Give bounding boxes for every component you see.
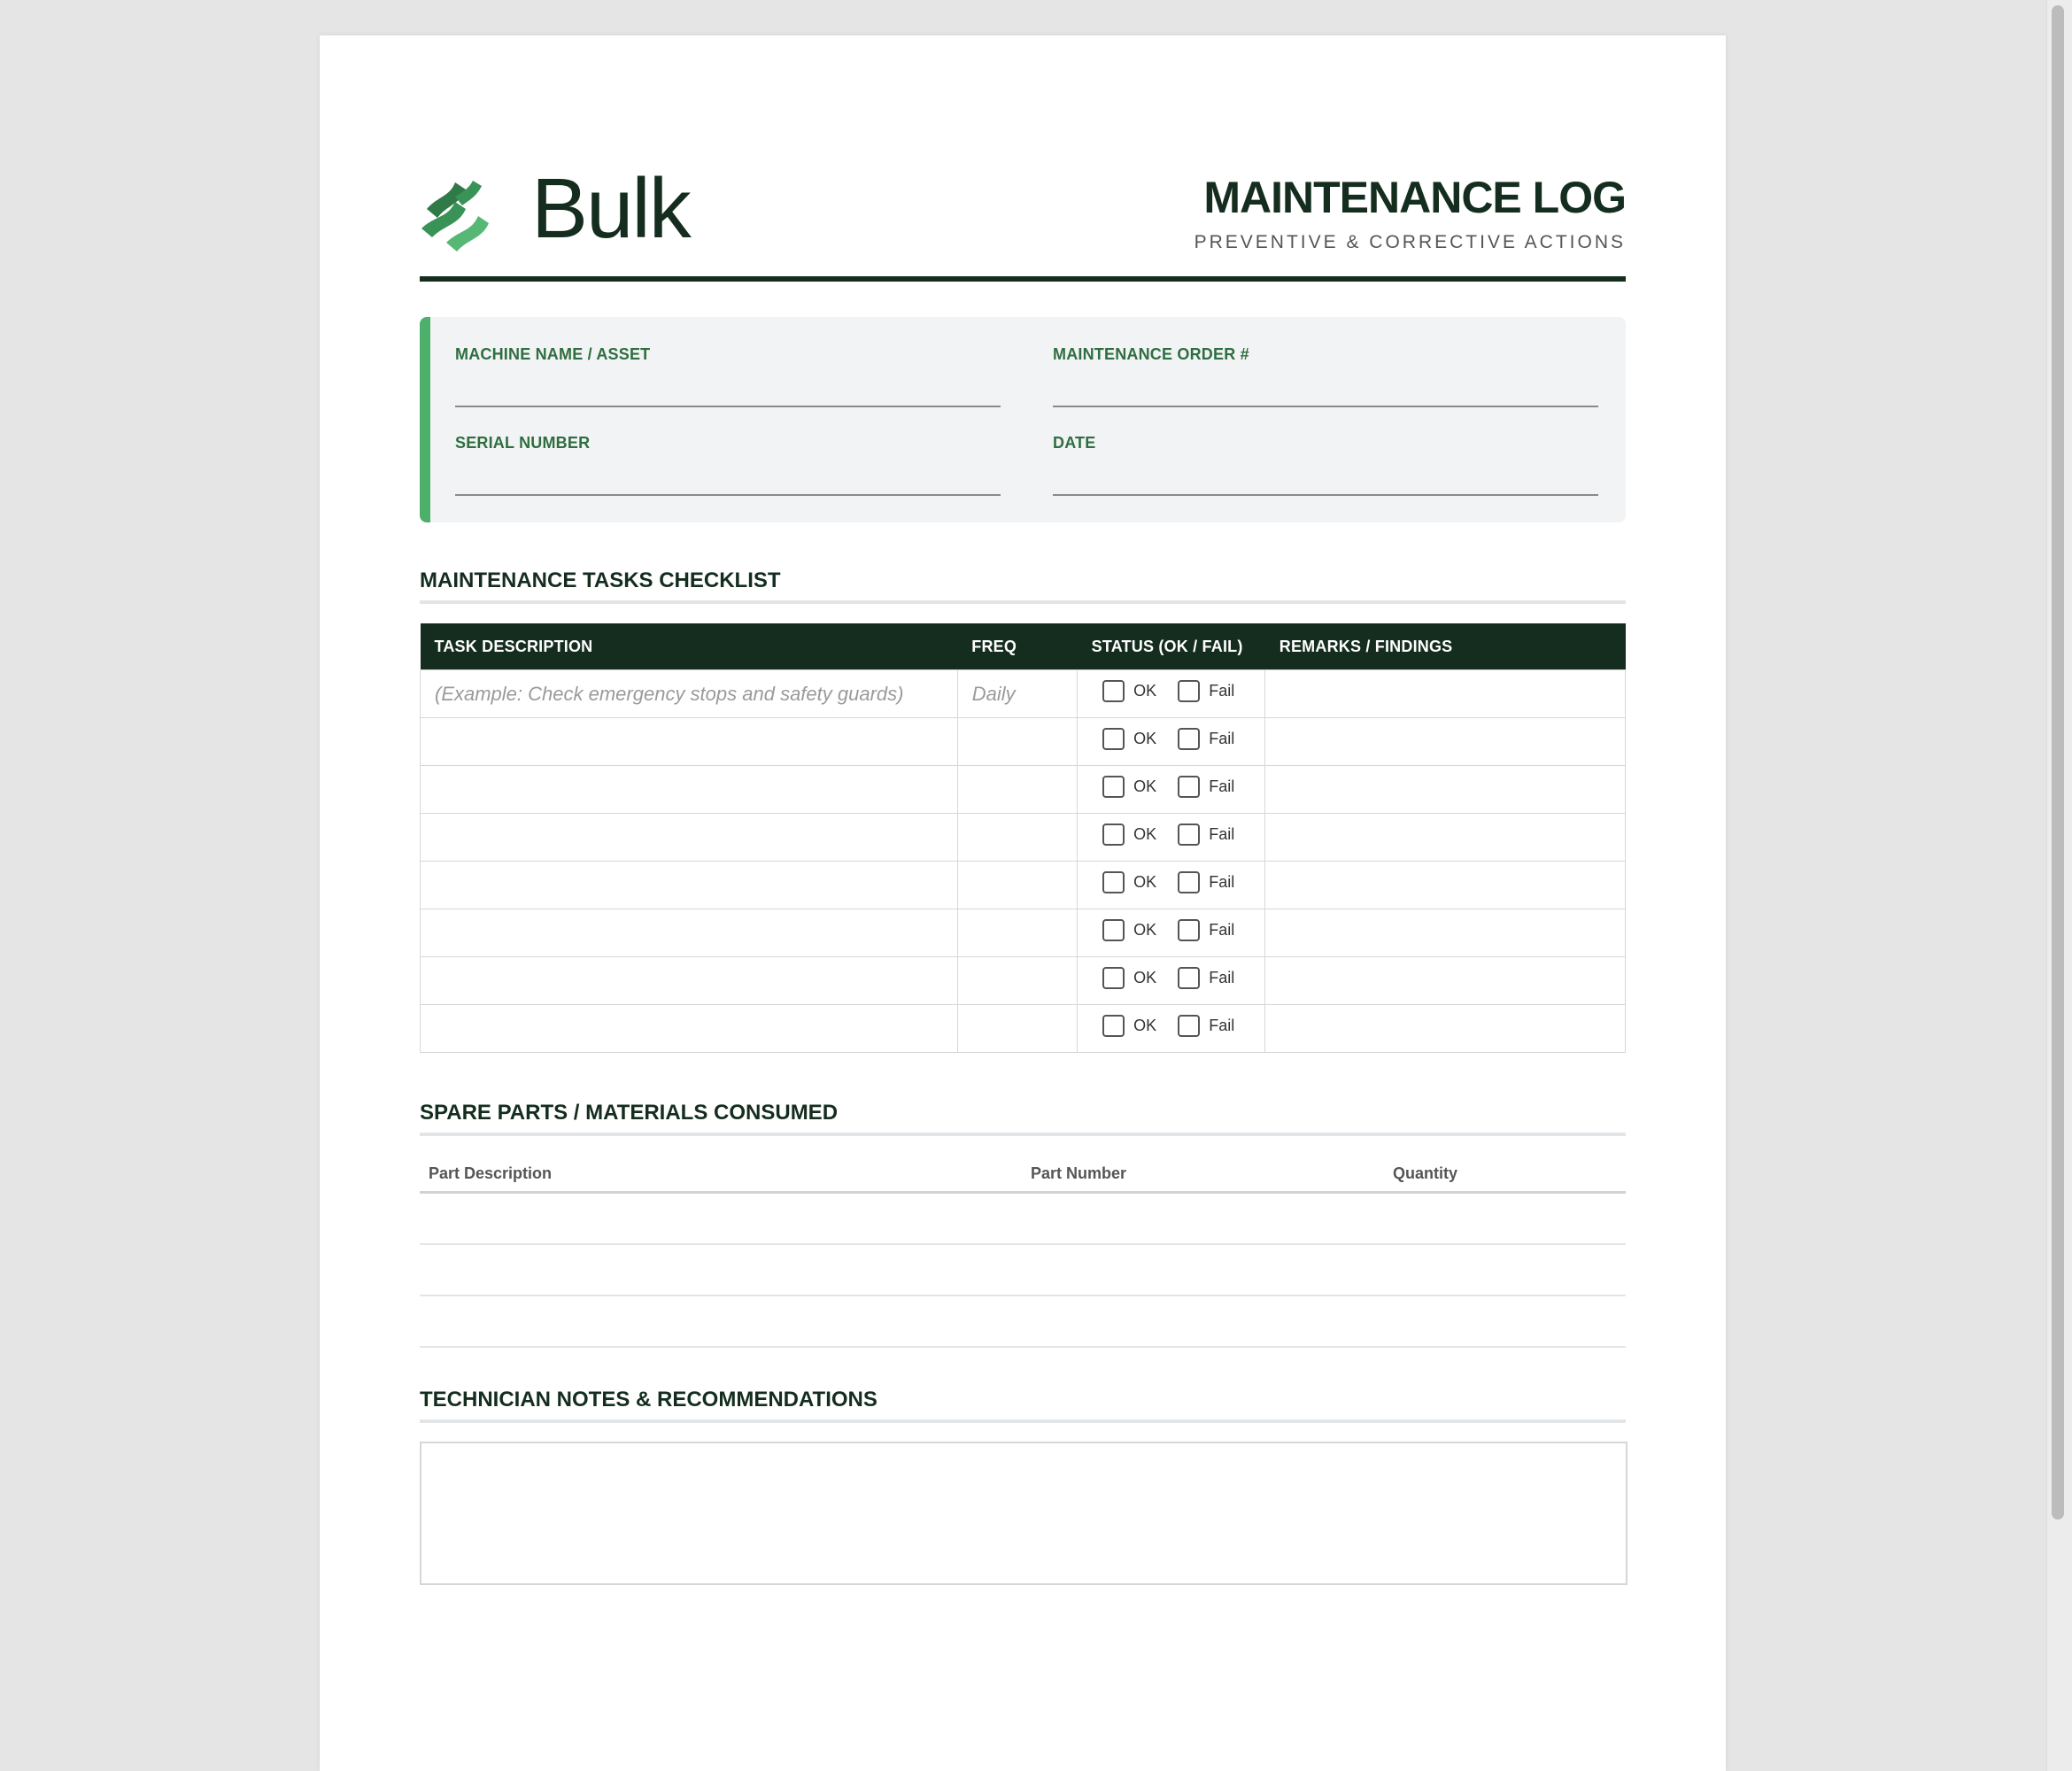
document-page [320,35,1726,1771]
column-header: Quantity [1384,1156,1626,1193]
fail-checkbox[interactable] [1178,967,1200,989]
table-row [420,1193,1626,1245]
maintenance-order-field[interactable] [1053,345,1598,364]
remarks-cell[interactable] [1265,957,1626,1005]
fail-option[interactable] [1178,680,1234,702]
frequency-cell[interactable] [957,909,1077,957]
remarks-cell[interactable] [1265,718,1626,766]
status-cell [1078,957,1265,1005]
fail-option[interactable] [1178,967,1234,989]
fail-checkbox[interactable] [1178,824,1200,846]
fail-checkbox[interactable] [1178,871,1200,893]
fail-label: Fail [1209,969,1235,986]
table-row [421,814,1626,862]
technician-notes-textarea[interactable] [420,1442,1627,1585]
tasks-heading: MAINTENANCE TASKS CHECKLIST [420,568,781,592]
machine-name-field[interactable] [455,345,1001,364]
quantity-cell[interactable] [1384,1244,1626,1295]
remarks-cell[interactable] [1265,909,1626,957]
fail-checkbox[interactable] [1178,776,1200,798]
frequency-cell[interactable] [957,862,1077,909]
ok-label: OK [1133,969,1157,986]
fail-checkbox[interactable] [1178,1015,1200,1037]
table-row [420,1244,1626,1295]
ok-checkbox[interactable] [1102,824,1125,846]
field-underline [1053,494,1598,496]
fail-option[interactable] [1178,1015,1234,1037]
ok-option[interactable] [1102,776,1156,798]
ok-label: OK [1133,730,1157,747]
document-subtitle: PREVENTIVE & CORRECTIVE ACTIONS [1194,232,1626,252]
frequency-cell[interactable] [957,957,1077,1005]
fail-checkbox[interactable] [1178,919,1200,941]
fail-option[interactable] [1178,824,1234,846]
parts-heading-rule [420,1133,1626,1136]
ok-label: OK [1133,682,1157,700]
field-underline [455,406,1001,407]
column-header: Part Number [1022,1156,1384,1193]
task-description-cell[interactable] [421,718,958,766]
field-underline [455,494,1001,496]
quantity-cell[interactable] [1384,1193,1626,1245]
tasks-heading-rule [420,600,1626,604]
column-header: STATUS (OK / FAIL) [1078,623,1265,670]
part-number-cell[interactable] [1022,1295,1384,1347]
task-description-cell[interactable] [421,862,958,909]
table-row [421,909,1626,957]
brand-name: Bulk [531,161,690,256]
notes-heading: TECHNICIAN NOTES & RECOMMENDATIONS [420,1388,878,1411]
fail-option[interactable] [1178,776,1234,798]
bulk-logo-icon [420,170,501,251]
status-cell [1078,909,1265,957]
part-description-cell[interactable] [420,1244,1022,1295]
fail-checkbox[interactable] [1178,728,1200,750]
ok-label: OK [1133,777,1157,795]
asset-info-panel [420,317,1626,522]
frequency-cell[interactable] [957,766,1077,814]
column-header: Part Description [420,1156,1022,1193]
field-label: MACHINE NAME / ASSET [455,345,651,363]
remarks-cell[interactable] [1265,670,1626,718]
fail-checkbox[interactable] [1178,680,1200,702]
fail-option[interactable] [1178,919,1234,941]
fail-label: Fail [1209,1017,1235,1034]
part-number-cell[interactable] [1022,1244,1384,1295]
notes-heading-rule [420,1419,1626,1423]
table-row [421,718,1626,766]
status-cell [1078,670,1265,718]
remarks-cell[interactable] [1265,814,1626,862]
status-cell [1078,718,1265,766]
ok-option[interactable] [1102,1015,1156,1037]
column-header: TASK DESCRIPTION [421,623,958,670]
fail-option[interactable] [1178,871,1234,893]
table-row [421,957,1626,1005]
ok-checkbox[interactable] [1102,919,1125,941]
tasks-table [420,623,1626,1053]
task-description-cell[interactable] [421,957,958,1005]
table-row [421,862,1626,909]
frequency-cell[interactable]: Daily [957,670,1077,718]
fail-label: Fail [1209,921,1235,939]
frequency-cell[interactable] [957,814,1077,862]
table-row [421,670,1626,718]
ok-label: OK [1133,1017,1157,1034]
fail-option[interactable] [1178,728,1234,750]
fail-label: Fail [1209,777,1235,795]
part-number-cell[interactable] [1022,1193,1384,1245]
ok-option[interactable] [1102,824,1156,846]
fail-label: Fail [1209,682,1235,700]
status-cell [1078,814,1265,862]
panel-accent-bar [420,317,430,522]
parts-table [420,1156,1626,1348]
column-header: REMARKS / FINDINGS [1265,623,1626,670]
task-description-cell[interactable] [421,1005,958,1053]
part-description-cell[interactable] [420,1295,1022,1347]
date-field[interactable] [1053,434,1598,452]
ok-checkbox[interactable] [1102,871,1125,893]
ok-checkbox[interactable] [1102,680,1125,702]
status-cell [1078,862,1265,909]
field-label: DATE [1053,434,1096,452]
header-divider [420,276,1626,282]
fail-label: Fail [1209,730,1235,747]
quantity-cell[interactable] [1384,1295,1626,1347]
document-header [420,133,1626,283]
status-cell [1078,1005,1265,1053]
remarks-cell[interactable] [1265,862,1626,909]
scrollbar-thumb[interactable] [2052,5,2064,1520]
remarks-cell[interactable] [1265,1005,1626,1053]
ok-label: OK [1133,825,1157,843]
ok-option[interactable] [1102,728,1156,750]
ok-checkbox[interactable] [1102,728,1125,750]
field-label: SERIAL NUMBER [455,434,591,452]
ok-checkbox[interactable] [1102,776,1125,798]
table-header-row [420,1156,1626,1193]
ok-option[interactable] [1102,919,1156,941]
frequency-cell[interactable] [957,718,1077,766]
ok-checkbox[interactable] [1102,967,1125,989]
field-label: MAINTENANCE ORDER # [1053,345,1249,363]
field-underline [1053,406,1598,407]
column-header: FREQ [957,623,1077,670]
table-row [421,766,1626,814]
ok-checkbox[interactable] [1102,1015,1125,1037]
fail-label: Fail [1209,825,1235,843]
serial-number-field[interactable] [455,434,1001,452]
remarks-cell[interactable] [1265,766,1626,814]
table-row [420,1295,1626,1347]
task-description-cell[interactable] [421,814,958,862]
ok-option[interactable] [1102,871,1156,893]
table-row [421,1005,1626,1053]
status-cell [1078,766,1265,814]
parts-heading: SPARE PARTS / MATERIALS CONSUMED [420,1101,839,1125]
fail-label: Fail [1209,873,1235,891]
task-description-cell[interactable]: (Example: Check emergency stops and safety guards) [421,670,958,718]
task-description-cell[interactable] [421,766,958,814]
ok-label: OK [1133,921,1157,939]
ok-option[interactable] [1102,967,1156,989]
frequency-cell[interactable] [957,1005,1077,1053]
task-description-cell[interactable] [421,909,958,957]
ok-label: OK [1133,873,1157,891]
table-header-row [421,623,1626,670]
part-description-cell[interactable] [420,1193,1022,1245]
vertical-scrollbar[interactable] [2046,0,2072,1771]
ok-option[interactable] [1102,680,1156,702]
document-title: MAINTENANCE LOG [1203,173,1626,222]
